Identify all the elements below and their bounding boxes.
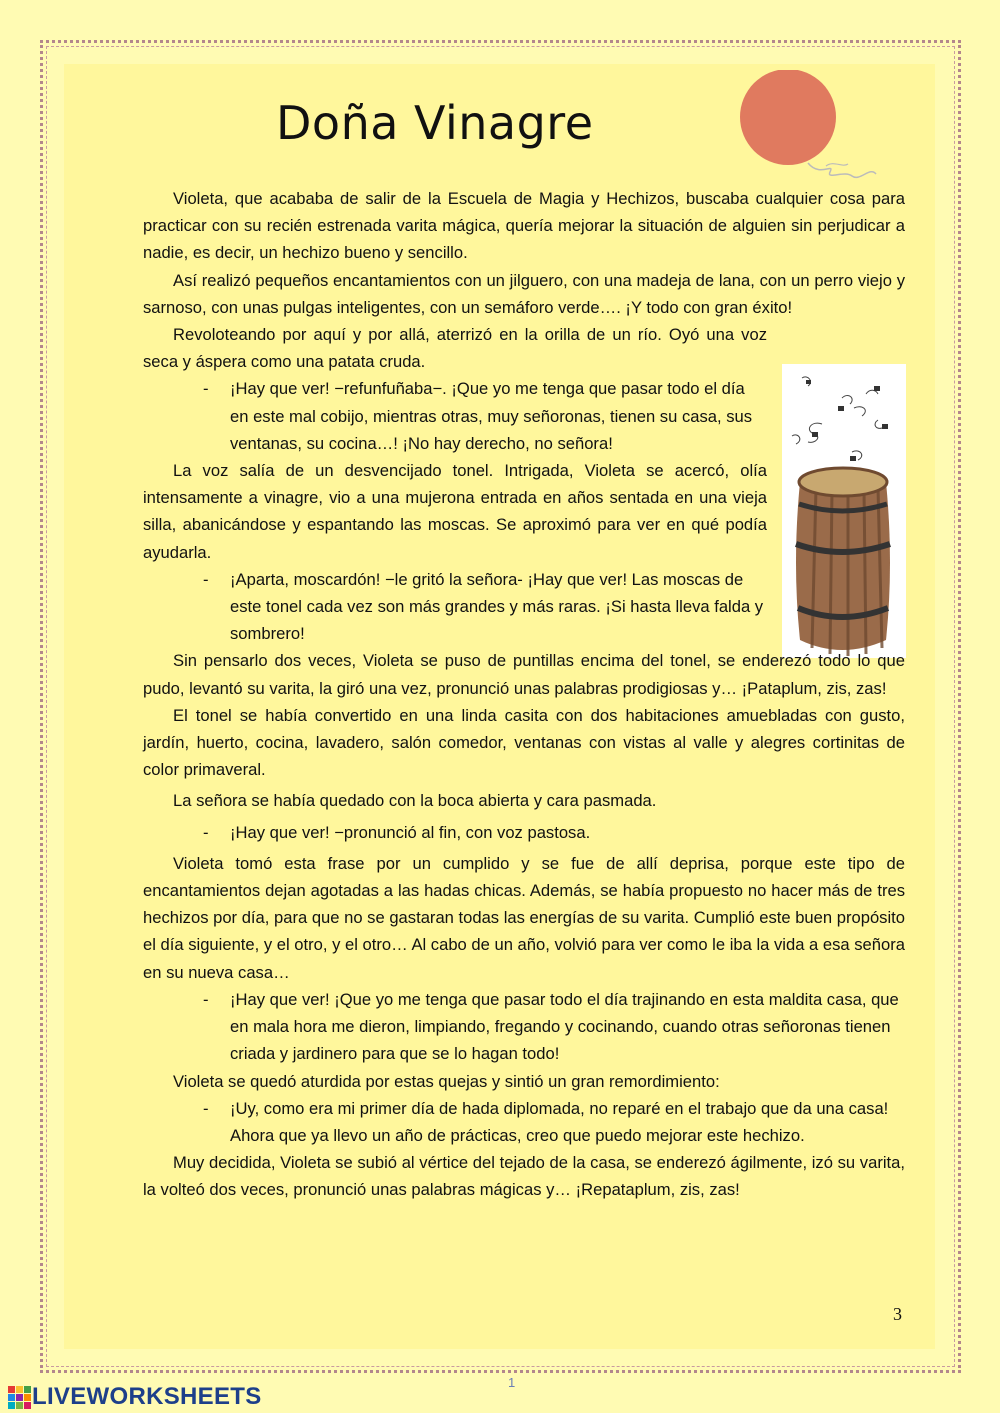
paragraph: Violeta, que acababa de salir de la Escuela de Magia y Hechizos, buscaba cualquier cosa para practicar con su recién estrenada varita mágica, quería mejorar la situación de alguien sin perjudicar a nadie, es decir, un hechizo bueno y sencillo.: [143, 189, 905, 263]
dialogue-line: [143, 986, 905, 1068]
dialogue-dash: -: [203, 569, 209, 589]
paragraph: Sin pensarlo dos veces, Violeta se puso de puntillas encima del tonel, se enderezó todo lo que pudo, levantó su varita, la giró una vez, pronunció unas palabras prodigiosas y… ¡Pataplum, zis, zas!: [143, 651, 905, 698]
story-text: [143, 185, 905, 1204]
dialogue-line: [143, 819, 905, 846]
brand-name: LIVEWORKSHEETS: [32, 1383, 262, 1410]
paragraph: El tonel se había convertido en una linda casita con dos habitaciones amuebladas con gusto, jardín, huerto, cocina, lavadero, salón comedor, ventanas con vistas al valle y alegres cortinitas de color primaveral.: [143, 705, 905, 780]
dialogue-text: ¡Aparta, moscardón! −le gritó la señora- ¡Hay que ver! Las moscas de este tonel cada vez son más grandes y más raras. ¡Si hasta lleva falda y sombrero!: [230, 569, 764, 644]
paragraph: La señora se había quedado con la boca abierta y cara pasmada.: [173, 791, 657, 811]
paragraph: Violeta se quedó aturdida por estas quejas y sintió un gran remordimiento:: [173, 1071, 720, 1091]
dialogue-line: [143, 375, 767, 457]
paragraph: Revoloteando por aquí y por allá, aterrizó en la orilla de un río. Oyó una voz seca y áspera como una patata cruda.: [143, 325, 767, 372]
dialogue-dash: -: [203, 379, 209, 399]
dialogue-line: [143, 1095, 905, 1149]
page-number: 3: [893, 1304, 902, 1324]
dialogue-text: ¡Hay que ver! ¡Que yo me tenga que pasar todo el día trajinando en esta maldita casa, que en mala hora me dieron, limpiando, fregando y cocinando, cuando otras señoronas tienen criada y jardinero para que se lo hagan todo!: [230, 989, 899, 1064]
dialogue-dash: -: [203, 822, 209, 842]
footer-page-indicator: 1: [508, 1375, 516, 1390]
dialogue-dash: -: [203, 1098, 209, 1118]
paragraph: Así realizó pequeños encantamientos con un jilguero, con una madeja de lana, con un perro viejo y sarnoso, con unas pulgas inteligentes, con un semáforo verde…. ¡Y todo con gran éxito!: [143, 270, 905, 317]
page-title: Doña Vinagre: [276, 96, 594, 150]
paragraph: Violeta tomó esta frase por un cumplido y se fue de allí deprisa, porque este tipo de encantamientos dejan agotadas a las hadas chicas. Además, se había propuesto no hacer más de tres hechizos por día, para que no se gastaran todas las energías de su varita. Cumplió este buen propósito el día siguiente, y el otro, y el otro… Al cabo de un año, volvió para ver como le iba la vida a esa señora en su nueva casa…: [143, 853, 905, 982]
paragraph: Muy decidida, Violeta se subió al vértice del tejado de la casa, se enderezó ágilmente, izó su varita, la volteó dos veces, pronunció unas palabras mágicas y… ¡Repataplum, zis, zas!: [143, 1153, 905, 1200]
dialogue-line: [143, 566, 767, 648]
dialogue-text: ¡Hay que ver! −pronunció al fin, con voz pastosa.: [230, 822, 591, 842]
dialogue-text: ¡Uy, como era mi primer día de hada diplomada, no reparé en el trabajo que da una casa! Ahora que ya llevo un año de prácticas, creo que puedo mejorar este hechizo.: [230, 1098, 889, 1145]
paragraph: La voz salía de un desvencijado tonel. Intrigada, Violeta se acercó, olía intensamente a vinagre, vio a una mujerona entrada en años sentada en una vieja silla, abanicándose y espantando las moscas. Se aproximó para ver en qué podía ayudarla.: [143, 461, 767, 562]
liveworksheets-logo[interactable]: [8, 1384, 262, 1410]
logo-grid-icon: [8, 1386, 30, 1408]
yarn-ball-illustration: [730, 70, 880, 180]
dialogue-text: ¡Hay que ver! −refunfuñaba−. ¡Que yo me tenga que pasar todo el día en este mal cobijo, mientras otras, muy señoronas, tienen su casa, sus ventanas, su cocina…! ¡No hay derecho, no señora!: [230, 379, 753, 453]
dialogue-dash: -: [203, 989, 209, 1009]
